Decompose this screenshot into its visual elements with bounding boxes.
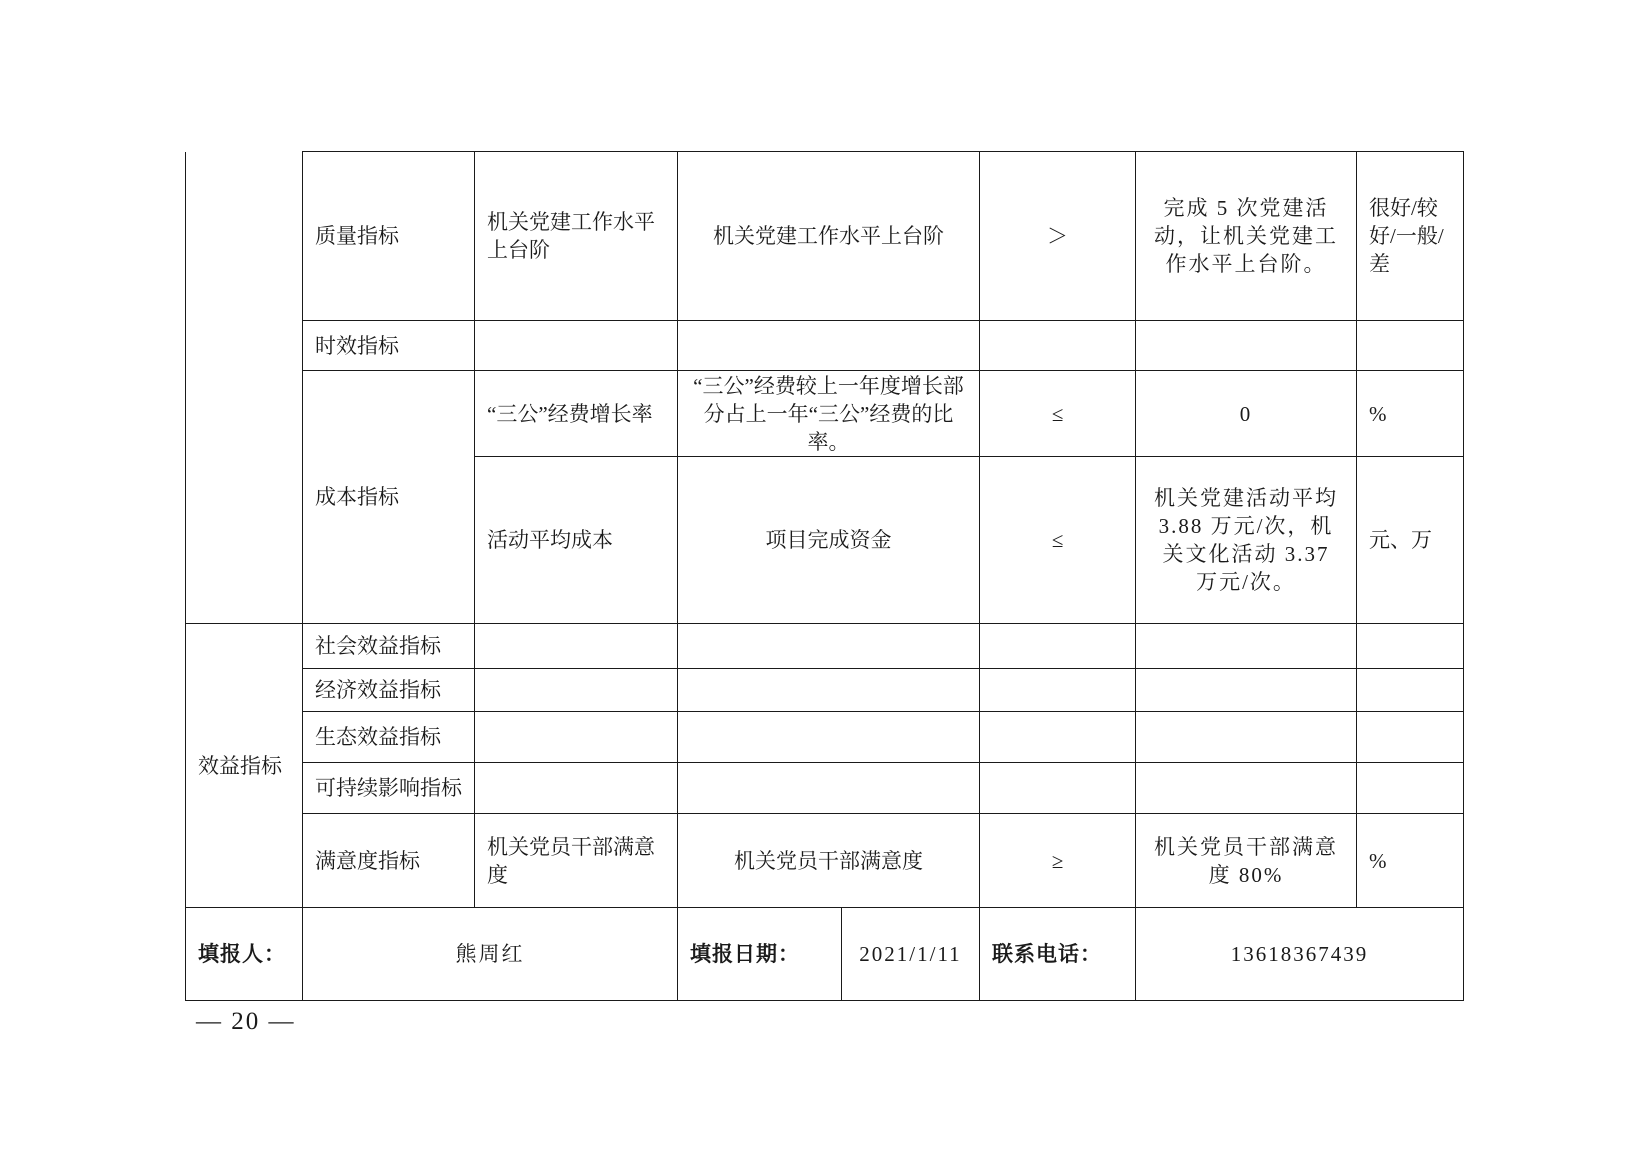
cost-indicator-label: 成本指标 <box>303 371 475 624</box>
cost-item-operator: ≤ <box>980 457 1136 624</box>
empty-cell <box>1136 624 1357 669</box>
cost-item-description: “三公”经费较上一年度增长部分占上一年“三公”经费的比率。 <box>678 371 980 457</box>
benefit-indicator-label: 效益指标 <box>186 624 303 908</box>
empty-cell <box>678 624 980 669</box>
table-row-ecological-benefit <box>186 712 1464 763</box>
filler-label: 填报人： <box>186 908 303 1001</box>
page-number: — 20 — <box>196 1008 296 1035</box>
table-row-social-benefit <box>186 624 1464 669</box>
table-row-sustainable-impact <box>186 763 1464 814</box>
filler-name: 熊周红 <box>303 908 678 1001</box>
empty-cell <box>678 763 980 814</box>
table-row-quality <box>186 152 1464 321</box>
empty-cell <box>1357 624 1464 669</box>
cost-item-unit: % <box>1357 371 1464 457</box>
empty-cell <box>678 669 980 712</box>
empty-cell <box>678 712 980 763</box>
empty-cell <box>980 669 1136 712</box>
satisfaction-indicator-operator: ≥ <box>980 814 1136 908</box>
empty-cell <box>475 669 678 712</box>
quality-indicator-description: 机关党建工作水平上台阶 <box>678 152 980 321</box>
empty-cell <box>678 321 980 371</box>
empty-cell <box>1136 321 1357 371</box>
social-benefit-label: 社会效益指标 <box>303 624 475 669</box>
satisfaction-indicator-target: 机关党员干部满意度 80% <box>1136 814 1357 908</box>
quality-indicator-unit: 很好/较好/一般/差 <box>1357 152 1464 321</box>
table-row-cost-growth <box>186 371 1464 457</box>
cost-item-name: “三公”经费增长率 <box>475 371 678 457</box>
empty-cell <box>980 712 1136 763</box>
empty-cell <box>1136 669 1357 712</box>
fill-date-value: 2021/1/11 <box>842 908 980 1001</box>
quality-indicator-name: 机关党建工作水平上台阶 <box>475 152 678 321</box>
cost-item-unit: 元、万 <box>1357 457 1464 624</box>
phone-value: 13618367439 <box>1136 908 1464 1001</box>
table-row-footer <box>186 908 1464 1001</box>
satisfaction-indicator-label: 满意度指标 <box>303 814 475 908</box>
empty-cell <box>475 712 678 763</box>
empty-cell <box>475 624 678 669</box>
table-row-economic-benefit <box>186 669 1464 712</box>
quality-indicator-label: 质量指标 <box>303 152 475 321</box>
empty-cell <box>980 763 1136 814</box>
table-row-satisfaction <box>186 814 1464 908</box>
fill-date-label: 填报日期： <box>678 908 842 1001</box>
empty-cell <box>475 321 678 371</box>
empty-cell <box>475 763 678 814</box>
performance-indicator-table <box>185 151 1464 1001</box>
timeliness-indicator-label: 时效指标 <box>303 321 475 371</box>
cost-item-name: 活动平均成本 <box>475 457 678 624</box>
ecological-benefit-label: 生态效益指标 <box>303 712 475 763</box>
cost-item-operator: ≤ <box>980 371 1136 457</box>
economic-benefit-label: 经济效益指标 <box>303 669 475 712</box>
empty-cell <box>1357 712 1464 763</box>
quality-indicator-operator: ＞ <box>980 152 1136 321</box>
empty-cell <box>1136 712 1357 763</box>
output-indicator-continued-cell <box>186 152 303 624</box>
sustainable-impact-label: 可持续影响指标 <box>303 763 475 814</box>
empty-cell <box>1357 321 1464 371</box>
satisfaction-indicator-unit: % <box>1357 814 1464 908</box>
cost-item-target: 0 <box>1136 371 1357 457</box>
table-row-timeliness <box>186 321 1464 371</box>
empty-cell <box>980 321 1136 371</box>
quality-indicator-target: 完成 5 次党建活动，让机关党建工作水平上台阶。 <box>1136 152 1357 321</box>
empty-cell <box>1357 669 1464 712</box>
empty-cell <box>980 624 1136 669</box>
empty-cell <box>1357 763 1464 814</box>
cost-item-description: 项目完成资金 <box>678 457 980 624</box>
phone-label: 联系电话： <box>980 908 1136 1001</box>
satisfaction-indicator-description: 机关党员干部满意度 <box>678 814 980 908</box>
satisfaction-indicator-name: 机关党员干部满意度 <box>475 814 678 908</box>
cost-item-target: 机关党建活动平均 3.88 万元/次，机关文化活动 3.37 万元/次。 <box>1136 457 1357 624</box>
empty-cell <box>1136 763 1357 814</box>
